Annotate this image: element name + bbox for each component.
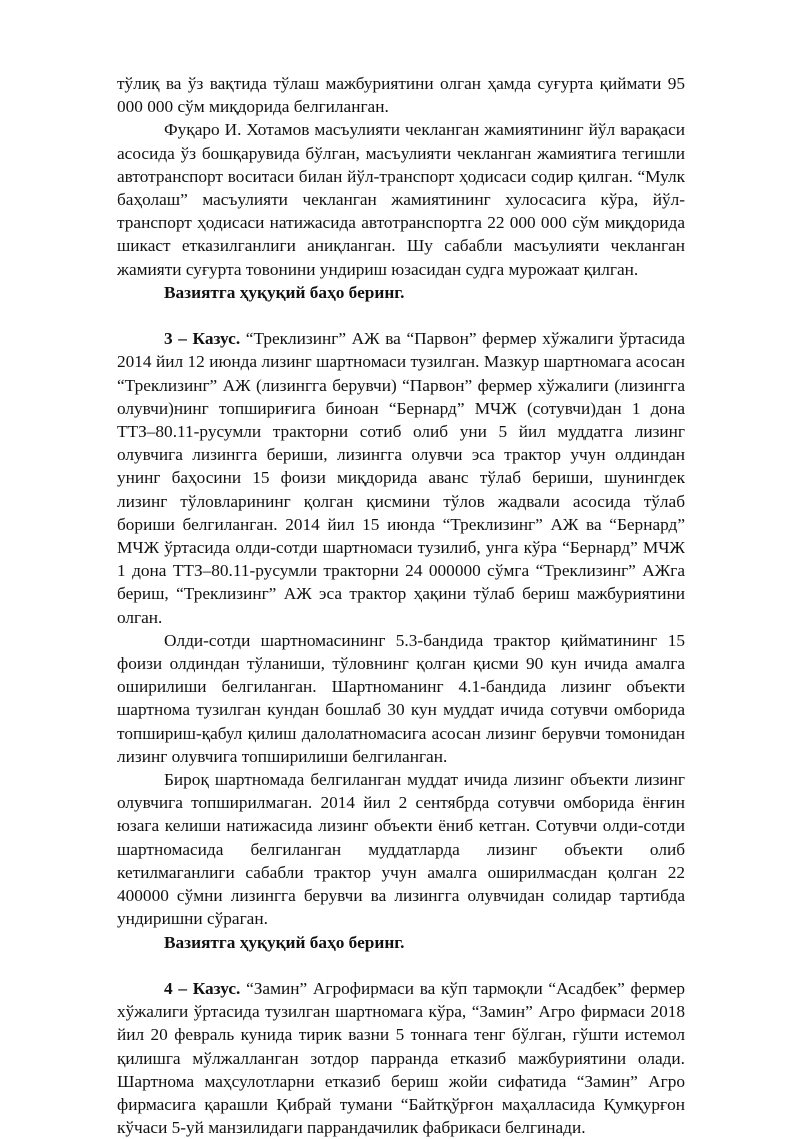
document-page — [117, 72, 685, 1139]
case-3-paragraph-2: Олди-сотди шартномасининг 5.3-бандида трактор қийматининг 15 фоизи олдиндан тўланиши, тўловнинг қолган қисми 90 кун ичида амалга оширилиши белгиланган. Шартноманинг 4.1-бандида лизинг объекти шартнома тузилган кундан бошлаб 30 кун муддат ичида сотувчи омборида топшириш-қабул қилиш далолатномасига асосан лизинг берувчи томонидан лизинг олувчига топширилиши белгиланган. — [117, 630, 685, 766]
spacer — [117, 954, 685, 977]
case-4-label: 4 – Казус. — [164, 978, 241, 998]
case-3-text: “Треклизинг” АЖ ва “Парвон” фермер хўжалиги ўртасида 2014 йил 12 июнда лизинг шартномаси тузилган. Мазкур шартномага асосан “Треклизинг” АЖ (лизингга берувчи) “Парвон” фермер хўжалиги (лизингга олувчи)нинг топшириғига биноан “Бернард” МЧЖ (сотувчи)дан 1 дона ТТЗ–80.11-русумли тракторни сотиб олиб уни 5 йил муддатга лизинг олувчига лизингга бериши, лизингга олувчи эса трактор учун олдиндан унинг баҳосини 15 фоизи миқдорида аванс тўлаб бериши, шунингдек лизинг тўловларининг қолган қисмини тўлов жадвали асосида тўлаб бориши белгиланган. 2014 йил 15 июнда “Треклизинг” АЖ ва “Бернард” МЧЖ ўртасида олди-сотди шартномаси тузилиб, унга кўра “Бернард” МЧЖ 1 дона ТТЗ–80.11-русумли тракторни 24 000000 сўмга “Треклизинг” АЖга бериш, “Треклизинг” АЖ эса трактор ҳақини тўлаб бериш мажбуриятини олган. — [117, 329, 685, 627]
paragraph-hotamov: Фуқаро И. Хотамов масъулияти чекланган жамиятининг йўл варақаси асосида ўз бошқарувида бўлган, масъулияти чекланган жамиятига тегишли автотранспорт воситаси билан йўл-транспорт ҳодисаси содир қилган. “Мулк баҳолаш” масъулияти чекланган жамиятининг хулосасига кўра, йўл-транспорт ҳодисаси натижасида автотранспортга 22 000 000 сўм миқдорида шикаст етказилганлиги аниқланган. Шу сабабли масъулияти чекланган жамияти суғурта товонини ундириш юзасидан судга мурожаат қилган. — [117, 120, 685, 279]
task-heading-1: Вазиятга ҳуқуқий баҳо беринг. — [164, 282, 405, 302]
paragraph-intro: тўлиқ ва ўз вақтида тўлаш мажбуриятини олган ҳамда суғурта қиймати 95 000 000 сўм миқдорида белгиланган. — [117, 74, 685, 117]
case-3-paragraph-1 — [117, 327, 685, 629]
spacer — [117, 304, 685, 327]
case-4-paragraph-1 — [117, 977, 685, 1139]
task-heading-2: Вазиятга ҳуқуқий баҳо беринг. — [164, 932, 405, 952]
case-4-text: “Замин” Агрофирмаси ва кўп тармоқли “Асадбек” фермер хўжалиги ўртасида тузилган шартномага кўра, “Замин” Агро фирмаси 2018 йил 20 февраль кунида тирик вазни 5 тоннага тенг бўлган, гўшти истемол қилишга мўлжалланган зотдор парранда етказиб мажбуриятини олади. Шартнома маҳсулотларни етказиб бериш жойи сифатида “Замин” Агро фирмасига қарашли Қибрай тумани “Байтқўрғон маҳалласида Қумқурғон кўчаси 5-уй манзилидаги паррандачилик фабрикаси белгинади. — [117, 978, 686, 1138]
case-3-label: 3 – Казус. — [164, 329, 241, 349]
case-3-paragraph-3: Бироқ шартномада белгиланган муддат ичида лизинг объекти лизинг олувчига топширилмаган. 2014 йил 2 сентябрда сотувчи омборида ёнғин юзага келиши натижасида лизинг объекти ёниб кетган. Сотувчи олди-сотди шартномасида белгиланган муддатларда лизинг объекти олиб кетилмаганлиги сабабли трактор учун амалга оширилмасдан қолган 22 400000 сўмни лизингга берувчи ва лизингга олувчидан солидар тартибда ундиришни сўраган. — [117, 770, 685, 929]
